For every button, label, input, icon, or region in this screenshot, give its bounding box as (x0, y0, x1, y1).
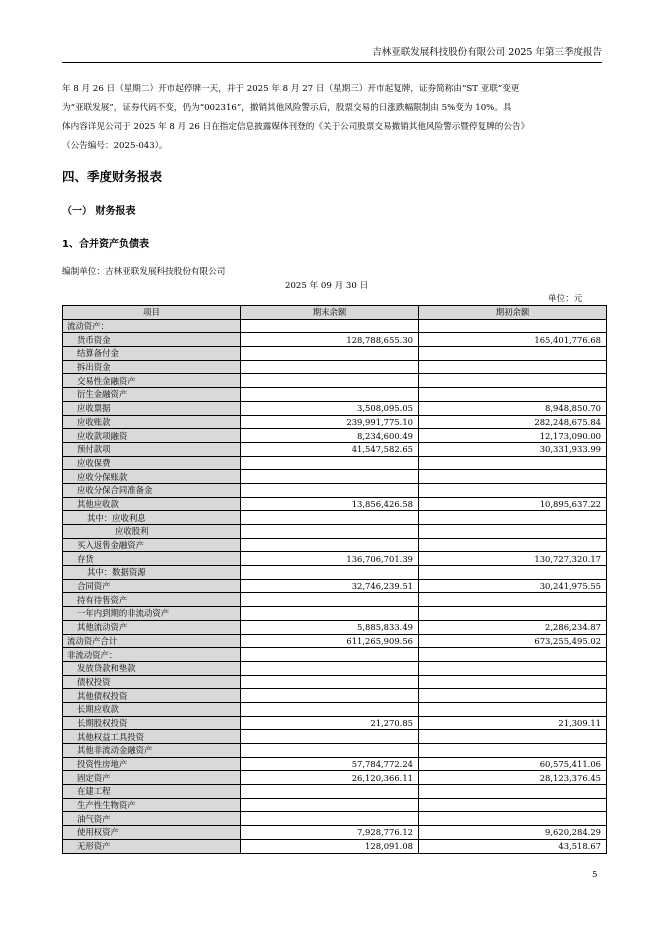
row-begin-balance: 165,401,776.68 (419, 333, 607, 347)
table-row (63, 702, 607, 716)
row-begin-balance (419, 566, 607, 580)
row-item-label: 衍生金融资产 (63, 388, 241, 402)
table-row (63, 785, 607, 799)
row-item-label: 固定资产 (63, 771, 241, 785)
table-row (63, 552, 607, 566)
intro-line: 为“亚联发展”，证券代码不变，仍为“002316”，撤销其他风险警示后，股票交易的日涨跌幅限制由 5%变为 10%。具 (62, 103, 512, 113)
row-item-label: 预付款项 (63, 442, 241, 456)
table-row (63, 620, 607, 634)
row-item-label: 长期股权投资 (63, 716, 241, 730)
row-item-label: 其他债权投资 (63, 689, 241, 703)
row-item-label: 长期应收款 (63, 702, 241, 716)
table-row (63, 388, 607, 402)
row-end-balance (241, 525, 419, 539)
row-end-balance: 32,746,239.51 (241, 579, 419, 593)
row-item-label: 其他非流动金融资产 (63, 744, 241, 758)
row-item-label: 其他应收款 (63, 497, 241, 511)
row-end-balance (241, 785, 419, 799)
row-end-balance: 128,091.08 (241, 839, 419, 853)
col-header-item: 项目 (63, 306, 241, 320)
row-end-balance: 128,788,655.30 (241, 333, 419, 347)
row-begin-balance (419, 812, 607, 826)
row-end-balance (241, 607, 419, 621)
compiler-label: 编制单位：吉林亚联发展科技股份有限公司 (62, 267, 226, 277)
statement-title: 1、合并资产负债表 (62, 239, 149, 250)
table-row (63, 812, 607, 826)
row-begin-balance (419, 374, 607, 388)
row-begin-balance (419, 607, 607, 621)
row-item-label: 在建工程 (63, 785, 241, 799)
row-item-label: 货币资金 (63, 333, 241, 347)
table-row (63, 415, 607, 429)
row-item-label: 生产性生物资产 (63, 798, 241, 812)
row-begin-balance (419, 785, 607, 799)
row-end-balance (241, 511, 419, 525)
table-row (63, 730, 607, 744)
intro-line: （公告编号：2025-043）。 (62, 141, 168, 151)
row-begin-balance: 8,948,850.70 (419, 401, 607, 415)
row-item-label: 使用权资产 (63, 826, 241, 840)
row-begin-balance (419, 593, 607, 607)
row-begin-balance: 30,241,975.55 (419, 579, 607, 593)
table-row (63, 429, 607, 443)
row-end-balance (241, 675, 419, 689)
row-begin-balance: 673,255,495.02 (419, 634, 607, 648)
row-begin-balance: 10,895,637.22 (419, 497, 607, 511)
table-row (63, 511, 607, 525)
row-item-label: 流动资产合计 (63, 634, 241, 648)
row-end-balance (241, 798, 419, 812)
row-item-label: 投资性房地产 (63, 757, 241, 771)
table-row (63, 470, 607, 484)
row-end-balance: 57,784,772.24 (241, 757, 419, 771)
row-item-label: 应收款项融资 (63, 429, 241, 443)
row-end-balance (241, 483, 419, 497)
table-row (63, 442, 607, 456)
row-item-label: 一年内到期的非流动资产 (63, 607, 241, 621)
table-row (63, 771, 607, 785)
row-item-label: 应收分保账款 (63, 470, 241, 484)
table-row (63, 360, 607, 374)
row-begin-balance: 130,727,320.17 (419, 552, 607, 566)
row-item-label: 持有待售资产 (63, 593, 241, 607)
row-end-balance (241, 347, 419, 361)
row-end-balance: 13,856,426.58 (241, 497, 419, 511)
row-begin-balance (419, 744, 607, 758)
row-end-balance (241, 744, 419, 758)
row-end-balance: 136,706,701.39 (241, 552, 419, 566)
row-item-label: 应收分保合同准备金 (63, 483, 241, 497)
row-item-label: 其他流动资产 (63, 620, 241, 634)
table-row (63, 675, 607, 689)
table-row (63, 319, 607, 333)
row-begin-balance (419, 538, 607, 552)
section-title: 四、季度财务报表 (62, 169, 163, 184)
row-begin-balance: 30,331,933.99 (419, 442, 607, 456)
col-header-begin-balance: 期初余额 (419, 306, 607, 320)
row-end-balance: 611,265,909.56 (241, 634, 419, 648)
row-begin-balance: 12,173,090.00 (419, 429, 607, 443)
row-begin-balance: 9,620,284.29 (419, 826, 607, 840)
row-begin-balance: 21,309.11 (419, 716, 607, 730)
row-item-label: 合同资产 (63, 579, 241, 593)
table-row (63, 483, 607, 497)
subsection-title: （一） 财务报表 (62, 206, 136, 217)
balance-sheet-table (62, 305, 607, 854)
table-row (63, 757, 607, 771)
table-row (63, 401, 607, 415)
row-end-balance (241, 360, 419, 374)
row-end-balance (241, 538, 419, 552)
row-item-label: 结算备付金 (63, 347, 241, 361)
row-end-balance (241, 456, 419, 470)
row-end-balance (241, 388, 419, 402)
table-row (63, 744, 607, 758)
row-item-label: 交易性金融资产 (63, 374, 241, 388)
row-begin-balance (419, 511, 607, 525)
row-end-balance (241, 374, 419, 388)
row-begin-balance: 2,286,234.87 (419, 620, 607, 634)
table-row (63, 648, 607, 662)
row-item-label: 应收票据 (63, 401, 241, 415)
col-header-end-balance: 期末余额 (241, 306, 419, 320)
table-row (63, 607, 607, 621)
row-begin-balance (419, 675, 607, 689)
row-item-label: 油气资产 (63, 812, 241, 826)
row-begin-balance: 28,123,376.45 (419, 771, 607, 785)
row-begin-balance (419, 798, 607, 812)
row-item-label: 其中：数据资源 (63, 566, 241, 580)
table-row (63, 497, 607, 511)
table-row (63, 347, 607, 361)
row-item-label: 其他权益工具投资 (63, 730, 241, 744)
row-end-balance: 3,508,095.05 (241, 401, 419, 415)
table-row (63, 798, 607, 812)
row-item-label: 应收账款 (63, 415, 241, 429)
row-item-label: 其中：应收利息 (63, 511, 241, 525)
table-row (63, 456, 607, 470)
row-end-balance: 26,120,366.11 (241, 771, 419, 785)
table-row (63, 716, 607, 730)
row-end-balance (241, 812, 419, 826)
table-row (63, 839, 607, 853)
table-row (63, 538, 607, 552)
row-begin-balance (419, 525, 607, 539)
row-begin-balance (419, 319, 607, 333)
table-header-row (63, 306, 607, 320)
row-item-label: 拆出资金 (63, 360, 241, 374)
row-end-balance (241, 319, 419, 333)
table-row (63, 374, 607, 388)
row-begin-balance (419, 730, 607, 744)
page-number: 5 (592, 870, 598, 880)
row-item-label: 应收保费 (63, 456, 241, 470)
table-row (63, 826, 607, 840)
row-begin-balance (419, 661, 607, 675)
row-item-label: 无形资产 (63, 839, 241, 853)
row-end-balance (241, 702, 419, 716)
table-row (63, 566, 607, 580)
row-begin-balance (419, 702, 607, 716)
row-item-label: 买入返售金融资产 (63, 538, 241, 552)
table-row (63, 579, 607, 593)
row-begin-balance: 282,248,675.84 (419, 415, 607, 429)
row-end-balance (241, 730, 419, 744)
intro-line: 年 8 月 26 日（星期二）开市起停牌一天，并于 2025 年 8 月 27 日（星期三）开市起复牌，证券简称由“ST 亚联”变更 (62, 84, 520, 94)
report-header: 吉林亚联发展科技股份有限公司 2025 年第三季度报告 (62, 44, 602, 63)
row-end-balance: 21,270.85 (241, 716, 419, 730)
row-end-balance (241, 661, 419, 675)
row-begin-balance (419, 483, 607, 497)
row-begin-balance (419, 456, 607, 470)
row-end-balance: 41,547,582.65 (241, 442, 419, 456)
row-end-balance: 8,234,600.49 (241, 429, 419, 443)
row-item-label: 发放贷款和垫款 (63, 661, 241, 675)
row-item-label: 流动资产： (63, 319, 241, 333)
row-item-label: 非流动资产： (63, 648, 241, 662)
table-row (63, 689, 607, 703)
row-begin-balance (419, 388, 607, 402)
row-end-balance (241, 593, 419, 607)
table-row (63, 661, 607, 675)
row-end-balance (241, 689, 419, 703)
row-begin-balance (419, 360, 607, 374)
row-item-label: 应收股利 (63, 525, 241, 539)
table-row (63, 525, 607, 539)
row-begin-balance (419, 347, 607, 361)
row-end-balance (241, 470, 419, 484)
row-begin-balance: 43,518.67 (419, 839, 607, 853)
row-end-balance: 5,885,833.49 (241, 620, 419, 634)
table-row (63, 593, 607, 607)
row-end-balance: 239,991,775.10 (241, 415, 419, 429)
unit-label: 单位：元 (548, 294, 583, 304)
row-end-balance: 7,928,776.12 (241, 826, 419, 840)
row-item-label: 债权投资 (63, 675, 241, 689)
row-begin-balance (419, 470, 607, 484)
statement-date: 2025 年 09 月 30 日 (285, 281, 369, 291)
row-end-balance (241, 566, 419, 580)
row-begin-balance (419, 689, 607, 703)
row-begin-balance: 60,575,411.06 (419, 757, 607, 771)
row-item-label: 存货 (63, 552, 241, 566)
intro-paragraph (62, 80, 607, 156)
intro-line: 体内容详见公司于 2025 年 8 月 26 日在指定信息披露媒体刊登的《关于公司股票交易撤销其他风险警示暨停复牌的公告》 (62, 122, 530, 132)
row-begin-balance (419, 648, 607, 662)
table-row (63, 634, 607, 648)
row-end-balance (241, 648, 419, 662)
table-row (63, 333, 607, 347)
